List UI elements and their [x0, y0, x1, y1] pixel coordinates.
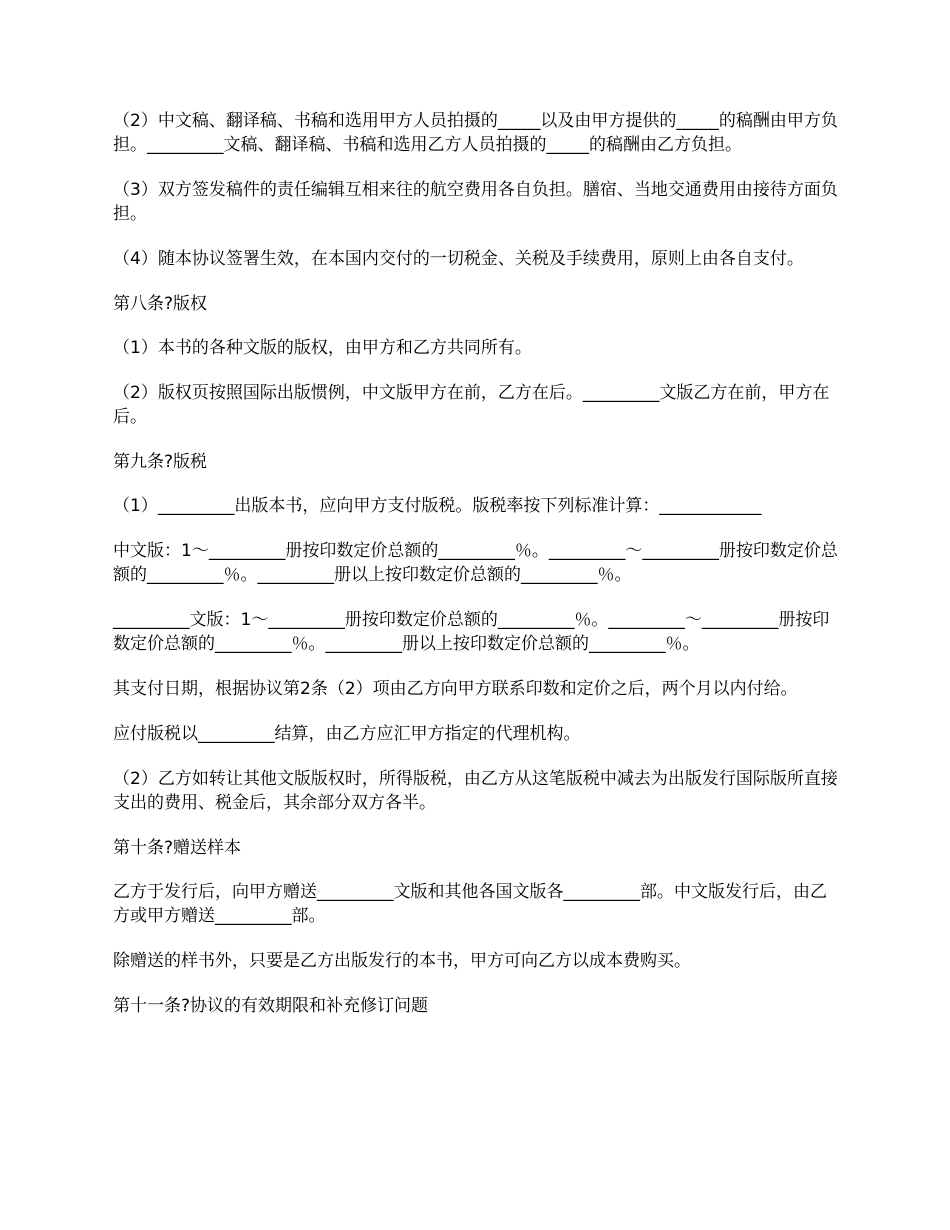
clause-7-4-taxes: （4）随本协议签署生效，在本国内交付的一切税金、关税及手续费用，原则上由各自支付。 [113, 249, 804, 269]
document-body [113, 109, 840, 1038]
article-10-heading: 第十条?赠送样本 [113, 838, 242, 858]
royalty-payment-date: 其支付日期，根据协议第2条（2）项由乙方向甲方联系印数和定价之后，两个月以内付给。 [113, 679, 798, 699]
clause-9-1-royalty: （1）_________出版本书，应向甲方支付版税。版税率按下列标准计算：____________ [113, 496, 762, 516]
clause-8-1-copyright-ownership: （1）本书的各种文版的版权，由甲方和乙方共同所有。 [113, 338, 532, 358]
article-8-heading: 第八条?版权 [113, 294, 208, 314]
sample-copies-purchase: 除赠送的样书外，只要是乙方出版发行的本书，甲方可向乙方以成本费购买。 [113, 951, 691, 971]
royalty-rate-other-edition: _________文版：1～_________册按印数定价总额的_________％。_________～_________册按印数定价总额的_________％。_________册以上按印数定价总额的_________％。 [113, 610, 830, 654]
clause-8-2-copyright-page: （2）版权页按照国际出版惯例，中文版甲方在前，乙方在后。_________文版乙方在前，甲方在后。 [113, 383, 830, 427]
article-11-heading: 第十一条?协议的有效期限和补充修订问题 [113, 996, 429, 1016]
clause-9-2-license-transfer: （2）乙方如转让其他文版版权时，所得版税，由乙方从这笔版税中减去为出版发行国际版所直接支出的费用、税金后，其余部分双方各半。 [113, 769, 838, 813]
article-9-heading: 第九条?版税 [113, 452, 208, 472]
sample-copies-gift: 乙方于发行后，向甲方赠送_________文版和其他各国文版各_________部。中文版发行后，由乙方或甲方赠送_________部。 [113, 882, 827, 926]
clause-7-3-travel-expenses: （3）双方签发稿件的责任编辑互相来往的航空费用各自负担。膳宿、当地交通费用由接待方面负担。 [113, 180, 838, 224]
royalty-rate-chinese-edition: 中文版：1～_________册按印数定价总额的_________％。_________～_________册按印数定价总额的_________％。_________册以上按印数定价总额的_________％。 [113, 541, 838, 585]
clause-7-2-manuscript-fees: （2）中文稿、翻译稿、书稿和选用甲方人员拍摄的_____以及由甲方提供的_____的稿酬由甲方负担。_________文稿、翻译稿、书稿和选用乙方人员拍摄的_____的稿酬由乙方负担。 [113, 111, 838, 155]
royalty-settlement-currency: 应付版税以_________结算，由乙方应汇甲方指定的代理机构。 [113, 724, 581, 744]
